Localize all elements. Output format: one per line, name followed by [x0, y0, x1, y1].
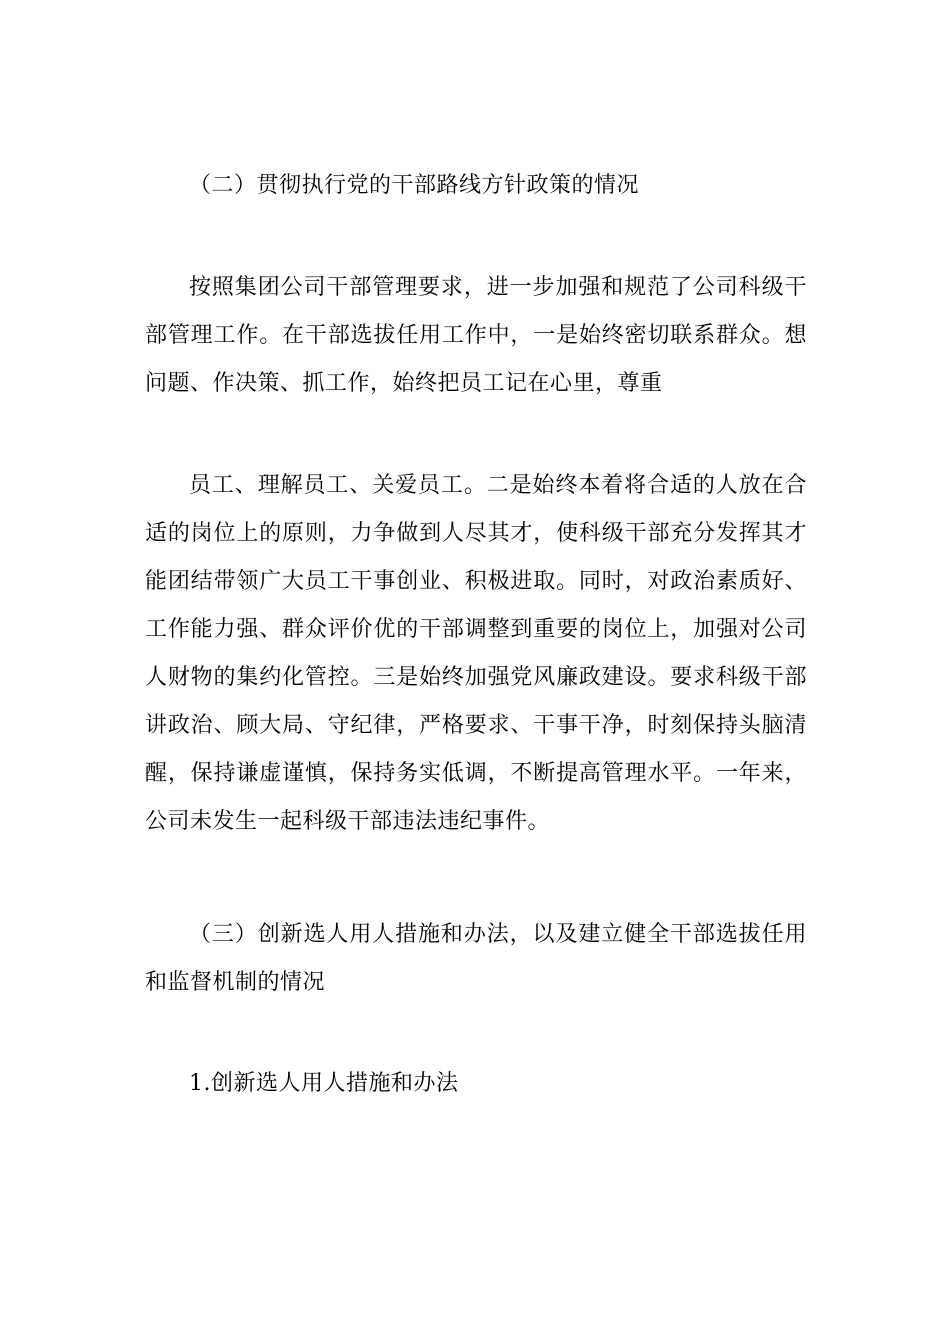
subsection-item-1: 1.创新选人用人措施和办法 [189, 1071, 459, 1096]
body-paragraph-1: 按照集团公司干部管理要求，进一步加强和规范了公司科级干部管理工作。在干部选拔任用工作中，一是始终密切联系群众。想问题、作决策、抓工作，始终把员工记在心里，尊重 [145, 275, 807, 396]
body-paragraph-2: 员工、理解员工、关爱员工。二是始终本着将合适的人放在合适的岗位上的原则，力争做到人尽其才，使科级干部充分发挥其才能团结带领广大员工干事创业、积极进取。同时，对政治素质好、工作能力强、群众评价优的干部调整到重要的岗位上，加强对公司人财物的集约化管控。三是始终加强党风廉政建设。要求科级干部讲政治、顾大局、守纪律，严格要求、干事干净，时刻保持头脑清醒，保持谦虚谨慎，保持务实低调，不断提高管理水平。一年来，公司未发生一起科级干部违法违纪事件。 [145, 473, 807, 834]
section-heading-2: （二）贯彻执行党的干部路线方针政策的情况 [189, 173, 640, 198]
section-heading-3: （三）创新选人用人措施和办法，以及建立健全干部选拔任用和监督机制的情况 [145, 922, 807, 995]
